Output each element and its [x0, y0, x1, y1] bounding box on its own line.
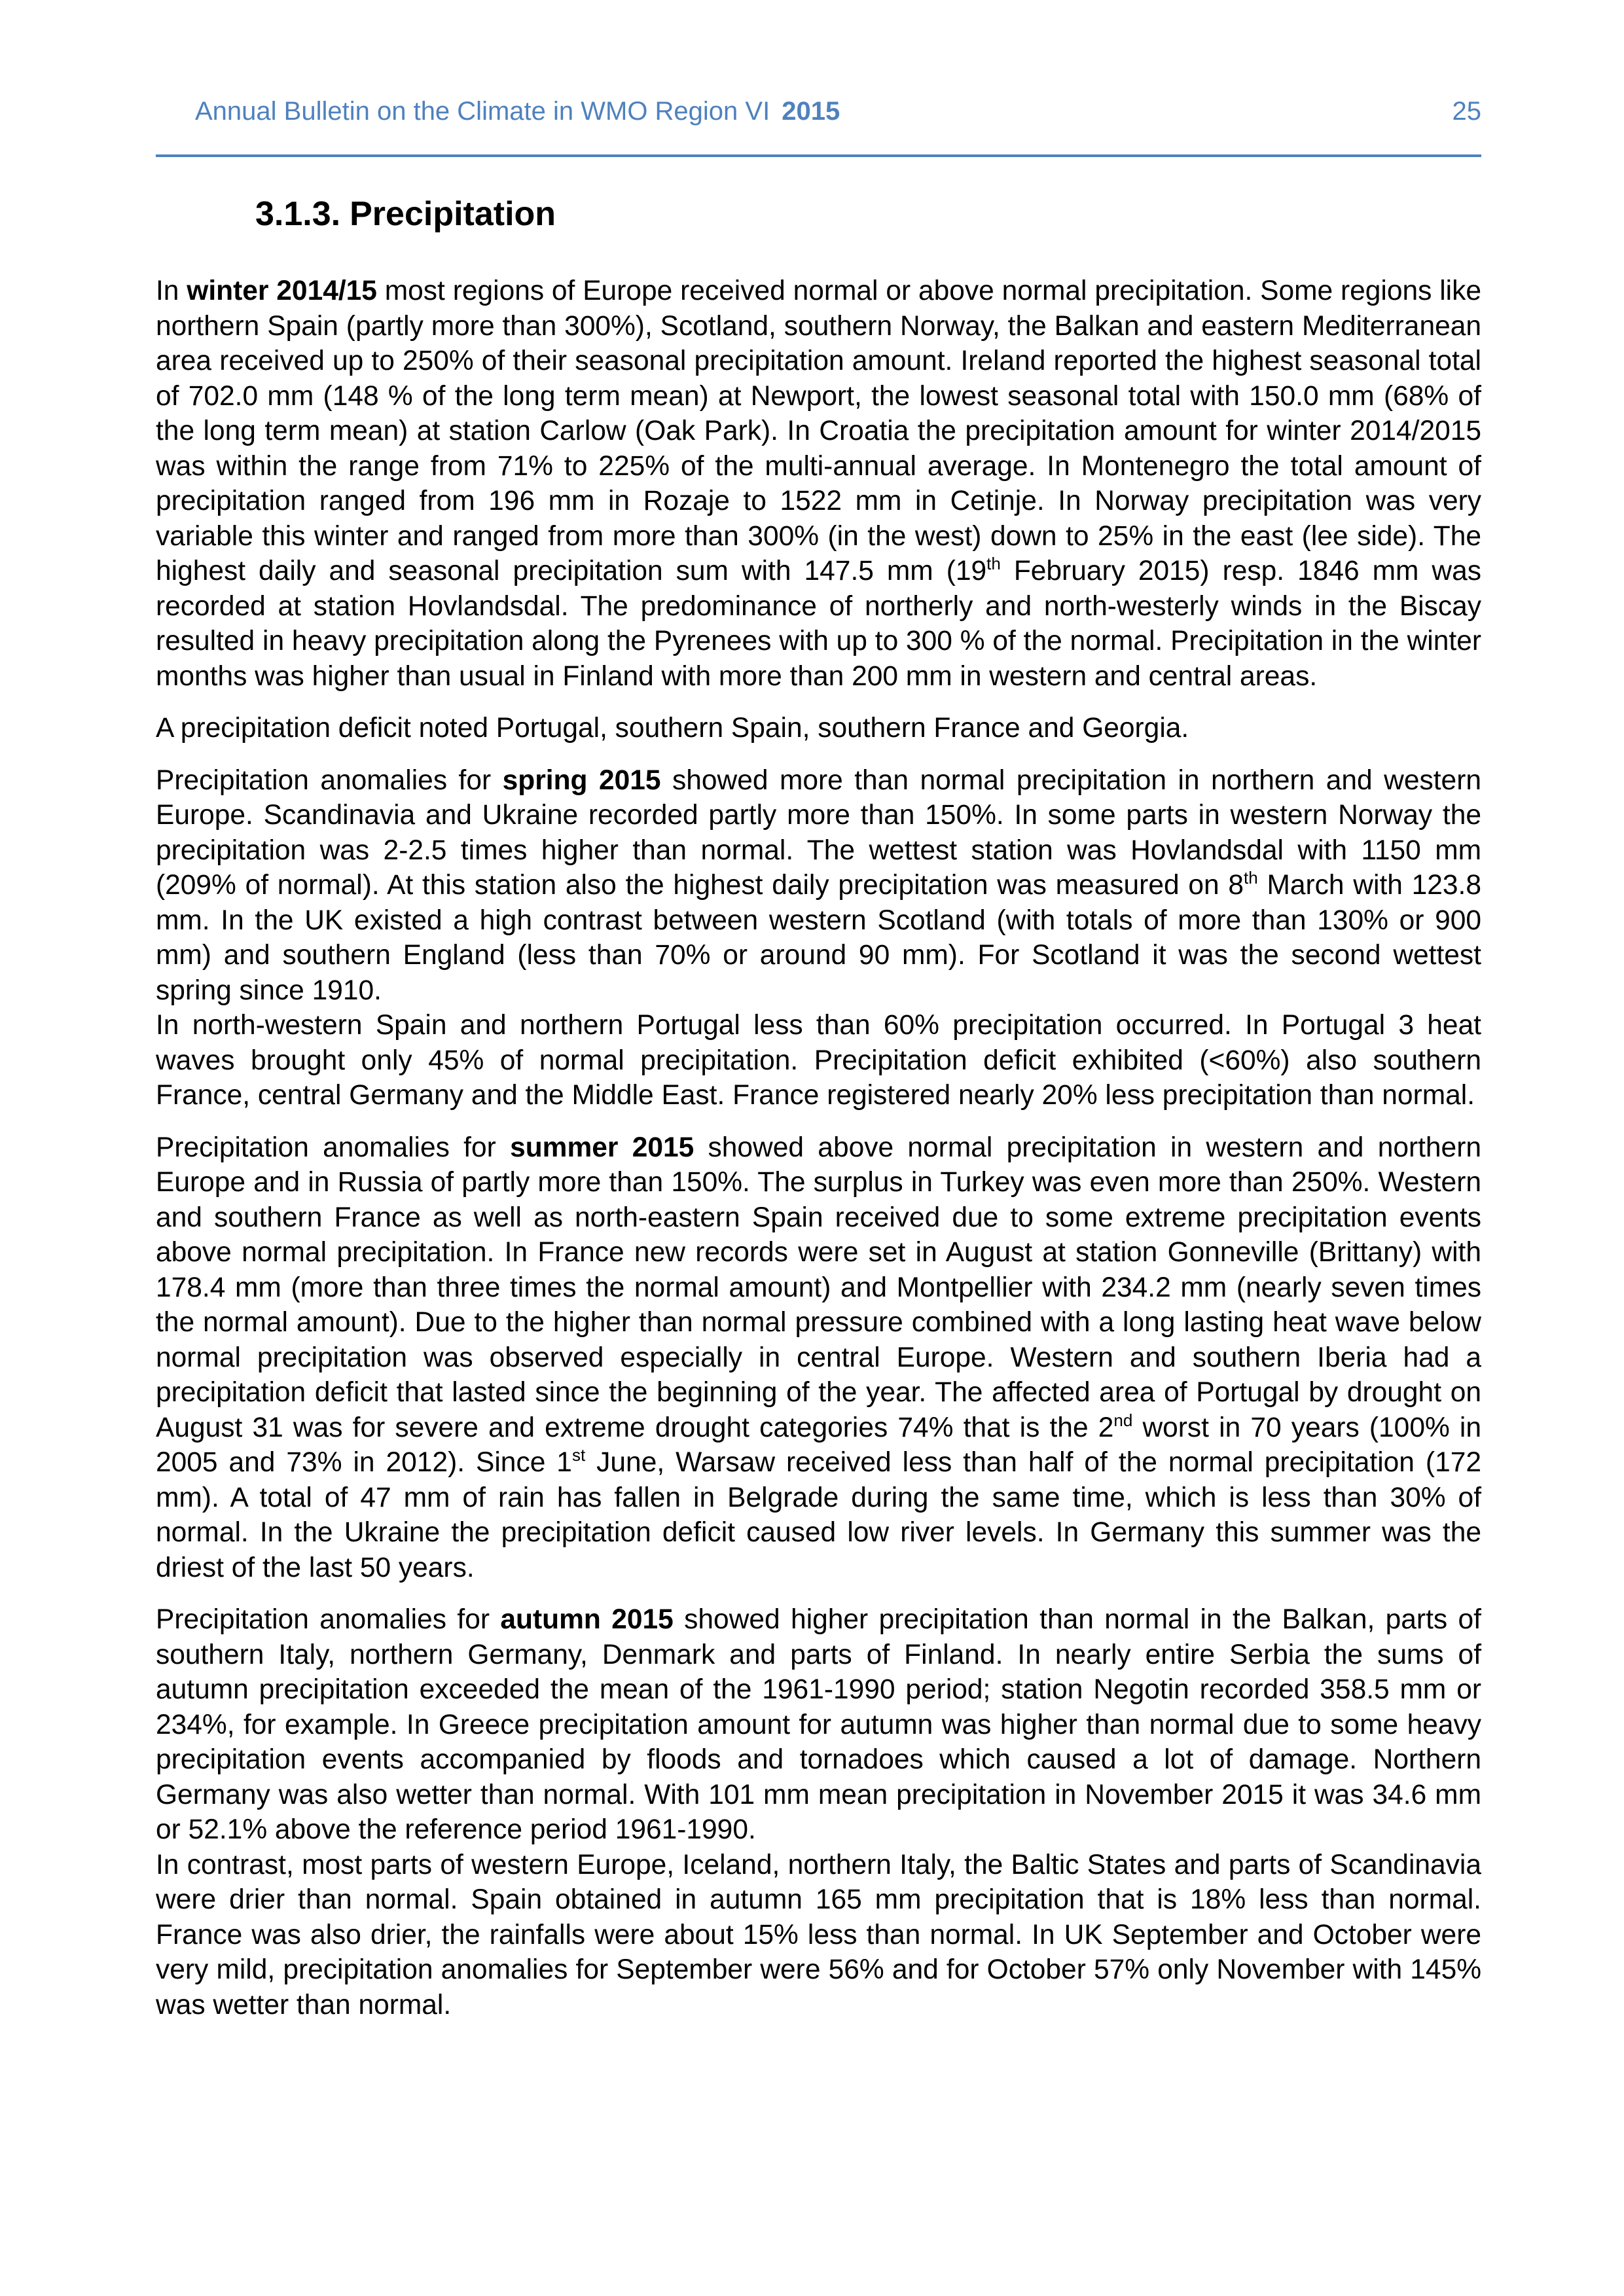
header-title-text: Annual Bulletin on the Climate in WMO Region VI	[195, 97, 770, 126]
paragraph-autumn-continued: In contrast, most parts of western Europe, Iceland, northern Italy, the Baltic States and parts of Scandinavia were drier than normal. Spain obtained in autumn 165 mm precipitation that is 18% less than normal. France was also drier, the rainfalls were about 15% less than normal. In UK September and October were very mild, precipitation anomalies for September were 56% and for October 57% only November with 145% was wetter than normal.	[156, 1849, 1481, 2020]
ordinal-superscript: nd	[1113, 1410, 1133, 1430]
text-run: Precipitation anomalies for	[156, 1132, 511, 1163]
header-rule	[156, 154, 1481, 157]
paragraph-spring	[156, 763, 1481, 1009]
text-run: worst in 70 years (100% in 2005 and 73% in 2012). Since 1	[156, 1412, 1481, 1478]
ordinal-superscript: th	[986, 554, 1001, 573]
text-run: February 2015) resp. 1846 mm was recorded at station Hovlandsdal. The predominance of northerly and north-westerly winds in the Biscay resulted in heavy precipitation along the Pyrenees with up to 300 % of the normal. Precipitation in the winter months was higher than usual in Finland with more than 200 mm in western and central areas.	[156, 556, 1481, 692]
section-title: Precipitation	[350, 195, 556, 233]
text-run: showed above normal precipitation in western and northern Europe and in Russia of partly more than 150%. The surplus in Turkey was even more than 250%. Western and southern France as well as north-eastern Spain received due to some extreme precipitation events above normal precipitation. In France new records were set in August at station Gonneville (Brittany) with 178.4 mm (more than three times the normal amount) and Montpellier with 234.2 mm (nearly seven times the normal amount). Due to the higher than normal pressure combined with a long lasting heat wave below normal precipitation was observed especially in central Europe. Western and southern Iberia had a precipitation deficit that lasted since the beginning of the year. The affected area of Portugal by drought on August 31 was for severe and extreme drought categories 74% that is the 2	[156, 1132, 1481, 1443]
ordinal-superscript: th	[1244, 868, 1258, 888]
text-run: Precipitation anomalies for	[156, 764, 503, 796]
season-label-summer: summer 2015	[510, 1132, 695, 1163]
paragraph-spring-continued: In north-western Spain and northern Portugal less than 60% precipitation occurred. In Portugal 3 heat waves brought only 45% of normal precipitation. Precipitation deficit exhibited (<60%) also southern France, central Germany and the Middle East. France registered nearly 20% less precipitation than normal.	[156, 1010, 1481, 1111]
season-label-autumn: autumn 2015	[500, 1604, 674, 1635]
section-number: 3.1.3.	[255, 195, 341, 233]
paragraph-deficit: A precipitation deficit noted Portugal, southern Spain, southern France and Georgia.	[156, 713, 1189, 744]
text-run: June, Warsaw received less than half of the normal precipitation (172 mm). A total of 47 mm of rain has fallen in Belgrade during the same time, which is less than 30% of normal. In the Ukraine the precipitation deficit caused low river levels. In Germany this summer was the driest of the last 50 years.	[156, 1447, 1481, 1583]
body-content	[156, 274, 1481, 2039]
paragraph-autumn	[156, 1602, 1481, 1848]
text-run: most regions of Europe received normal or above normal precipitation. Some regions like northern Spain (partly more than 300%), Scotland, southern Norway, the Balkan and eastern Mediterranean area received up to 250% of their seasonal precipitation amount. Ireland reported the highest seasonal total of 702.0 mm (148 % of the long term mean) at Newport, the lowest seasonal total with 150.0 mm (68% of the long term mean) at station Carlow (Oak Park). In Croatia the precipitation amount for winter 2014/2015 was within the range from 71% to 225% of the multi-annual average. In Montenegro the total amount of precipitation ranged from 196 mm in Rozaje to 1522 mm in Cetinje. In Norway precipitation was very variable this winter and ranged from more than 300% (in the west) down to 25% in the east (lee side). The highest daily and seasonal precipitation sum with 147.5 mm (19	[156, 276, 1481, 586]
text-run: March with 123.8 mm. In the UK existed a high contrast between western Scotland (with totals of more than 130% or 900 mm) and southern England (less than 70% or around 90 mm). For Scotland it was the second wettest spring since 1910.	[156, 870, 1481, 1006]
header-year: 2015	[782, 97, 840, 126]
text-run: showed higher precipitation than normal in the Balkan, parts of southern Italy, northern Germany, Denmark and parts of Finland. In nearly entire Serbia the sums of autumn precipitation exceeded the mean of the 1961-1990 period; station Negotin recorded 358.5 mm or 234%, for example. In Greece precipitation amount for autumn was higher than normal due to some heavy precipitation events accompanied by floods and tornadoes which caused a lot of damage. Northern Germany was also wetter than normal. With 101 mm mean precipitation in November 2015 it was 34.6 mm or 52.1% above the reference period 1961-1990.	[156, 1604, 1481, 1845]
header-title	[195, 97, 840, 126]
season-label-winter: winter 2014/15	[187, 276, 377, 306]
text-run: In	[156, 276, 187, 306]
page-header	[156, 93, 1481, 132]
paragraph-summer	[156, 1130, 1481, 1586]
text-run: Precipitation anomalies for	[156, 1604, 501, 1635]
page-number: 25	[1452, 97, 1481, 126]
paragraph-winter	[156, 274, 1481, 694]
ordinal-superscript: st	[571, 1445, 586, 1465]
text-run: showed more than normal precipitation in northern and western Europe. Scandinavia and Ukraine recorded partly more than 150%. In some parts in western Norway the precipitation was 2-2.5 times higher than normal. The wettest station was Hovlandsdal with 1150 mm (209% of normal). At this station also the highest daily precipitation was measured on 8	[156, 764, 1481, 901]
section-heading	[255, 191, 556, 237]
season-label-spring: spring 2015	[502, 764, 661, 796]
